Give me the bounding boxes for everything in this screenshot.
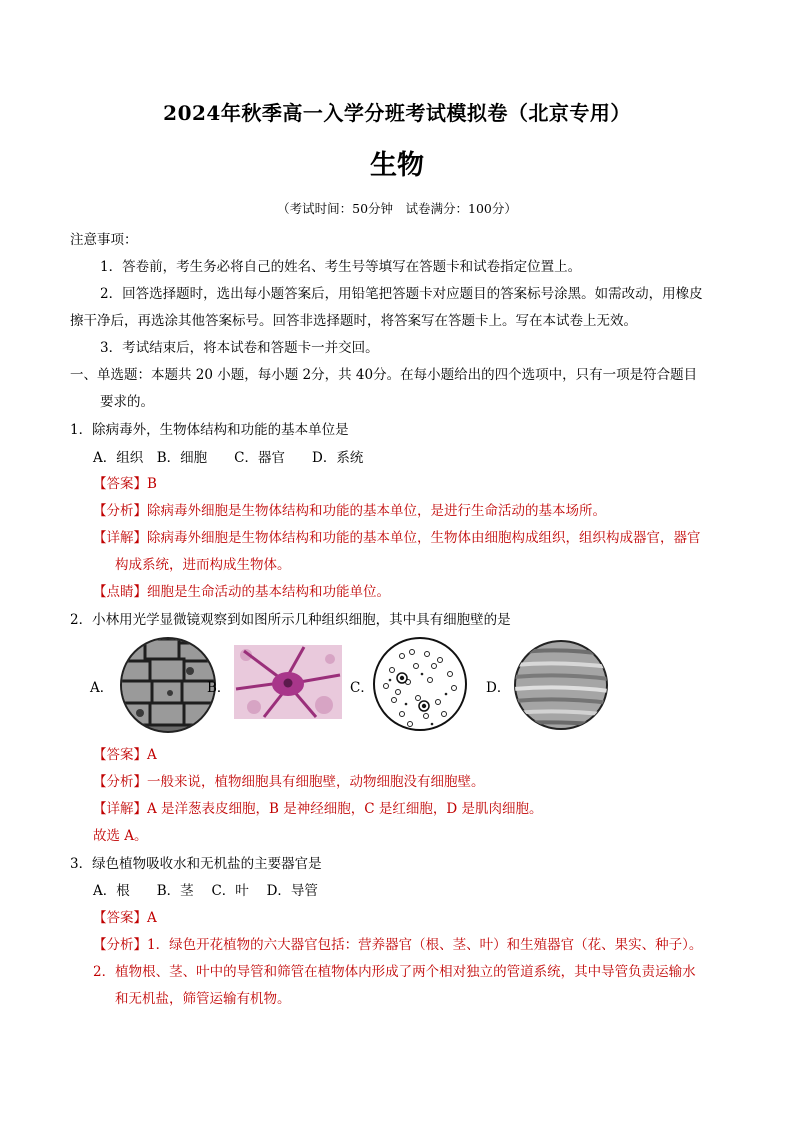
- notes-item: 1．答卷前，考生务必将自己的姓名、考生号等填写在答题卡和试卷指定位置上。: [100, 259, 582, 275]
- detail-tag: 【详解】: [93, 801, 147, 817]
- question-3-answer: [93, 906, 157, 926]
- section-heading: 一、单选题：本题共 20 小题，每小题 2分，共 40分。在每小题给出的四个选项中，只有一项是符合题目: [70, 367, 698, 383]
- answer-value: A: [147, 910, 157, 926]
- notes-item: 3．考试结束后，将本试卷和答题卡一并交回。: [100, 340, 379, 356]
- answer-value: B: [147, 476, 157, 492]
- analysis-text: 除病毒外细胞是生物体结构和功能的基本单位，是进行生命活动的基本场所。: [147, 503, 606, 519]
- analysis-text: 一般来说，植物细胞具有细胞壁，动物细胞没有细胞壁。: [147, 774, 485, 790]
- question-2-analysis: [93, 770, 485, 790]
- question-2-conclusion: 故选 A。: [93, 828, 148, 844]
- question-1-detail-cont: 构成系统，进而构成生物体。: [115, 557, 291, 573]
- analysis-tag: 【分析】: [93, 774, 147, 790]
- option-c-label: C．: [350, 680, 374, 696]
- question-1-answer: [93, 472, 157, 492]
- question-2-stem: 2．小林用光学显微镜观察到如图所示几种组织细胞，其中具有细胞壁的是: [70, 612, 511, 628]
- analysis-tag: 【分析】: [93, 937, 147, 953]
- section-heading-cont: 要求的。: [100, 394, 154, 410]
- question-1-stem: 1．除病毒外，生物体结构和功能的基本单位是: [70, 422, 349, 438]
- question-1-detail: [93, 526, 701, 546]
- point-text: 细胞是生命活动的基本结构和功能单位。: [147, 584, 390, 600]
- option-a-label: A．: [90, 680, 114, 696]
- question-1-analysis: [93, 499, 606, 519]
- onion-epidermis-image: [120, 637, 216, 733]
- question-1-options: A．组织 B．细胞 C．器官 D．系统: [93, 450, 364, 466]
- neuron-image: [234, 645, 342, 719]
- question-3-stem: 3．绿色植物吸收水和无机盐的主要器官是: [70, 856, 322, 872]
- answer-tag: 【答案】: [93, 910, 147, 926]
- analysis-text: 植物根、茎、叶中的导管和筛管在植物体内形成了两个相对独立的管道系统，其中导管负责运输水: [115, 964, 696, 980]
- answer-value: A: [147, 747, 157, 763]
- answer-tag: 【答案】: [93, 747, 147, 763]
- exam-title: 2024年秋季高一入学分班考试模拟卷（北京专用）: [163, 101, 631, 125]
- analysis-tag: 【分析】: [93, 503, 147, 519]
- question-3-options: A．根 B．茎 C．叶 D．导管: [93, 883, 318, 899]
- question-2-detail: [93, 797, 543, 817]
- detail-tag: 【详解】: [93, 530, 147, 546]
- point-tag: 【点睛】: [93, 584, 147, 600]
- subject-title: 生物: [370, 150, 424, 181]
- notes-heading: 注意事项：: [70, 232, 138, 248]
- blood-cells-image: [372, 636, 468, 732]
- muscle-tissue-image: [513, 639, 609, 731]
- option-d-label: D．: [486, 680, 511, 696]
- detail-text: 除病毒外细胞是生物体结构和功能的基本单位，生物体由细胞构成组织，组织构成器官，器官: [147, 530, 701, 546]
- question-1-point: [93, 580, 390, 600]
- question-3-analysis: [93, 933, 702, 953]
- question-2-answer: [93, 743, 157, 763]
- detail-text: A 是洋葱表皮细胞，B 是神经细胞，C 是红细胞，D 是肌肉细胞。: [147, 801, 543, 817]
- exam-meta: （考试时间：50分钟 试卷满分：100分）: [277, 201, 517, 216]
- analysis-number: 2．: [93, 964, 116, 980]
- option-b-label: B．: [207, 680, 231, 696]
- question-3-analysis-item-2: [93, 960, 696, 980]
- answer-tag: 【答案】: [93, 476, 147, 492]
- notes-item: 擦干净后，再选涂其他答案标号。回答非选择题时，将答案写在答题卡上。写在本试卷上无效。: [70, 313, 637, 329]
- notes-item: 2．回答选择题时，选出每小题答案后，用铅笔把答题卡对应题目的答案标号涂黑。如需改动，用橡皮: [100, 286, 703, 302]
- question-3-analysis-cont: 和无机盐，筛管运输有机物。: [115, 991, 291, 1007]
- analysis-text: 1．绿色开花植物的六大器官包括：营养器官（根、茎、叶）和生殖器官（花、果实、种子）。: [147, 937, 703, 953]
